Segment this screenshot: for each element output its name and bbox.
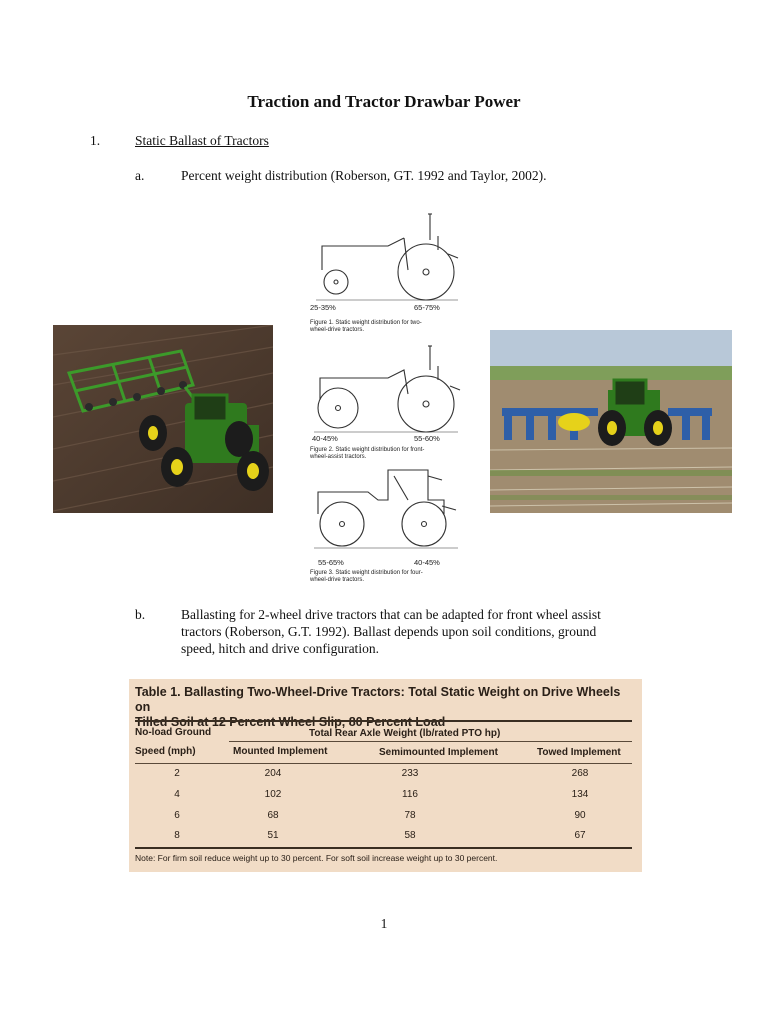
item-b-line: tractors (Roberson, G.T. 1992). Ballast depends upon soil conditions, ground: [181, 624, 597, 639]
col-header-mounted: Mounted Implement: [233, 746, 328, 757]
fig1-caption-line2: wheel-drive tractors.: [310, 327, 365, 333]
section-heading: Static Ballast of Tractors: [135, 133, 269, 148]
table-title: [135, 685, 635, 730]
table-title-line1: Table 1. Ballasting Two-Wheel-Drive Tractors: Total Static Weight on Drive Wheels on: [135, 685, 621, 714]
table-note: Note: For firm soil reduce weight up to 30 percent. For soft soil increase weight up to 30 percent.: [135, 853, 498, 863]
page-title: Traction and Tractor Drawbar Power: [247, 92, 521, 111]
ballast-table: [129, 679, 642, 872]
fig3-caption-line1: Figure 3. Static weight distribution for four-: [310, 570, 423, 576]
table-cell: 8: [174, 830, 180, 841]
table-cell: 78: [404, 810, 416, 821]
item-a-letter: a.: [135, 168, 145, 183]
table-cell: 2: [174, 768, 180, 779]
page-number: 1: [380, 916, 388, 931]
front-wheel-assist-diagram: [314, 346, 460, 432]
fig2-rear-percent: 55-60%: [414, 434, 440, 443]
col0-header-line2: Speed (mph): [135, 746, 196, 757]
item-b-letter: b.: [135, 607, 146, 622]
fig3-caption-line2: wheel-drive tractors.: [310, 577, 365, 583]
table-cell: 67: [574, 830, 586, 841]
col0-header-line1: No-load Ground: [135, 727, 212, 738]
table-cell: 68: [267, 810, 279, 821]
table-cell: 134: [571, 789, 589, 800]
fig1-front-percent: 25-35%: [310, 303, 336, 312]
fig3-rear-percent: 40-45%: [414, 558, 440, 567]
four-wheel-drive-diagram: [314, 470, 458, 548]
col-header-semimounted: Semimounted Implement: [379, 747, 498, 758]
fig1-rear-percent: 65-75%: [414, 303, 440, 312]
table-cell: 268: [571, 768, 589, 779]
group-header: Total Rear Axle Weight (lb/rated PTO hp): [309, 728, 501, 739]
table-title-line2: Tilled Soil at 12 Percent Wheel Slip, 80 Percent Load: [135, 715, 446, 729]
table-cell: 204: [264, 768, 282, 779]
fig2-front-percent: 40-45%: [312, 434, 338, 443]
weight-distribution-figures: [308, 210, 468, 585]
table-cell: 51: [267, 830, 279, 841]
col-header-towed: Towed Implement: [537, 747, 621, 758]
fig3-front-percent: 55-65%: [318, 558, 344, 567]
fig2-caption-line1: Figure 2. Static weight distribution for front-: [310, 447, 425, 453]
section-number: 1.: [90, 133, 101, 148]
table-cell: 102: [264, 789, 282, 800]
fig2-caption-line2: wheel-assist tractors.: [310, 454, 367, 460]
tractor-photo-right: [490, 330, 732, 513]
fig1-caption-line1: Figure 1. Static weight distribution for two-: [310, 320, 422, 326]
table-cell: 116: [402, 789, 418, 800]
table-cell: 6: [174, 810, 180, 821]
table-cell: 4: [174, 789, 180, 800]
item-b-paragraph: [181, 606, 651, 657]
table-cell: 233: [401, 768, 419, 779]
table-cell: 90: [574, 810, 586, 821]
tractor-photo-left: [53, 325, 273, 513]
table-cell: 58: [404, 830, 416, 841]
item-b-line: speed, hitch and drive configuration.: [181, 641, 379, 656]
item-b-line: Ballasting for 2-wheel drive tractors that can be adapted for front wheel assist: [181, 607, 601, 622]
item-a-text: Percent weight distribution (Roberson, GT. 1992 and Taylor, 2002).: [181, 168, 547, 183]
two-wheel-drive-diagram: [316, 214, 458, 300]
